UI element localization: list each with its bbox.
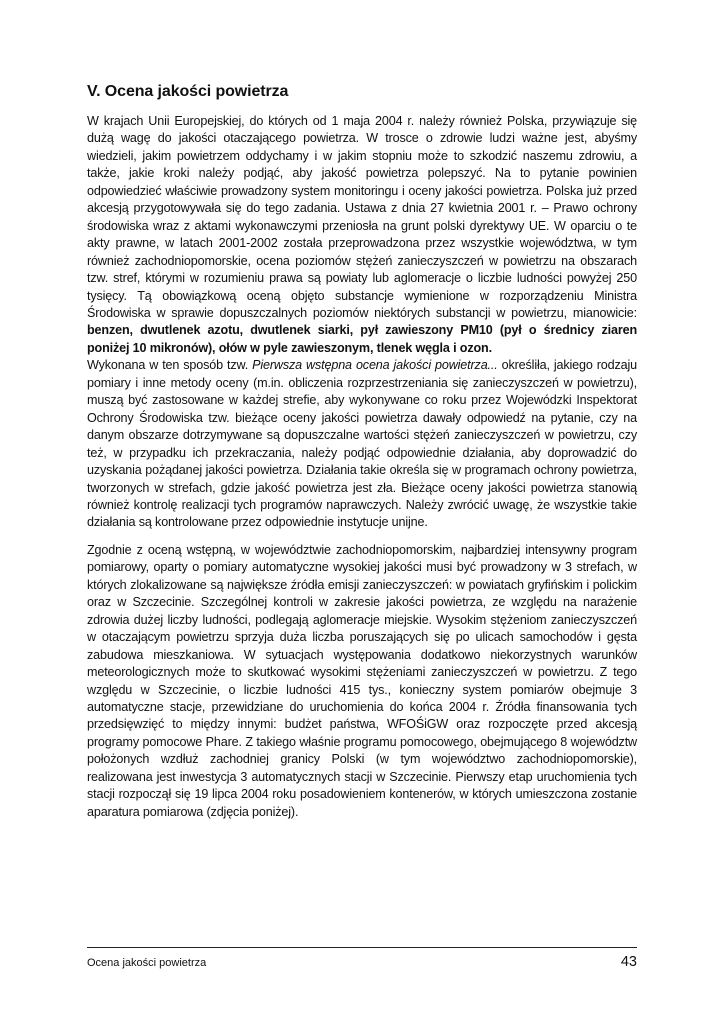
paragraph-intro-text: W krajach Unii Europejskiej, do których od 1 maja 2004 r. należy również Polska, przywiązuje się dużą wagę do jakości otaczającego powietrza. W trosce o zdrowie ludzi ważne jest, abyśmy wiedzieli, jakim powietrzem oddychamy i w jakim stopniu może to szkodzić naszemu zdrowiu, a także, jakie kroki należy podjąć, aby jakość powietrza polepszyć. Na to pytanie powinien odpowiedzieć właściwie prowadzony system monitoringu i oceny jakości powietrza. Polska już przed akcesją przygotowywała się do tego zadania. Ustawa z dnia 27 kwietnia 2001 r. – Prawo ochrony środowiska wraz z aktami wykonawczymi przeniosła na grunt polski dyrektywy UE. W oparciu o te akty prawne, w latach 2001-2002 została przeprowadzona przez wszystkie województwa, w tym również zachodniopomorskie, ocena poziomów stężeń zanieczyszczeń w powietrzu na obszarach tzw. stref, którymi w rozumieniu prawa są powiaty lub aglomeracje o liczbie ludności powyżej 250 tysięcy. Tą obowiązkową oceną objęto substancje wymienione w rozporządzeniu Ministra Środowiska w sprawie dopuszczalnych poziomów niektórych substancji w powietrzu, mianowicie:: [87, 114, 637, 320]
page-number: 43: [620, 954, 637, 970]
page-footer: [87, 947, 637, 970]
section-title: V. Ocena jakości powietrza: [87, 83, 289, 100]
paragraph-assessment-lead: Wykonana w ten sposób tzw.: [87, 358, 253, 373]
assessment-title: Pierwsza wstępna ocena jakości powietrza...: [252, 358, 498, 373]
paragraph-intro: [87, 113, 637, 357]
paragraph-assessment-text: określiła, jakiego rodzaju pomiary i inne metody oceny (m.in. obliczenia rozprzestrzeniania się zanieczyszczeń w powietrzu), muszą być zastosowane w każdej strefie, aby wykonywane co roku przez Wojewódzki Inspektorat Ochrony Środowiska tzw. bieżące oceny jakości powietrza dawały odpowiedź na pytanie, czy na danym obszarze dotrzymywane są dopuszczalne wartości stężeń zanieczyszczeń w powietrzu, czy też, w przypadku ich przekraczania, należy podjąć odpowiednie działania, aby doprowadzić do uzyskania pożądanej jakości powietrza. Działania takie określa się w programach ochrony powietrza, tworzonych w strefach, gdzie jakość powietrza jest zła. Bieżące oceny jakości powietrza stanowią również kontrolę realizacji tych programów naprawczych. Należy zwrócić uwagę, że wszystkie takie działania są kontrolowane przez odpowiednie instytucje unijne.: [87, 358, 637, 530]
page-body: [87, 82, 637, 821]
paragraph-assessment: [87, 357, 637, 532]
pollutant-list: benzen, dwutlenek azotu, dwutlenek siarki, pył zawieszony PM10 (pył o średnicy ziaren poniżej 10 mikronów), ołów w pyle zawieszonym, tlenek węgla i ozon.: [87, 323, 637, 355]
paragraph-measurements: Zgodnie z oceną wstępną, w województwie zachodniopomorskim, najbardziej intensywny program pomiarowy, oparty o pomiary automatyczne wysokiej jakości musi być prowadzony w 3 strefach, w których zlokalizowane są największe źródła emisji zanieczyszczeń: w powiatach gryfińskim i polickim oraz w Szczecinie. Szczególnej kontroli w zakresie jakości powietrza, ze względu na narażenie zdrowia dużej liczby ludności, podlegają aglomeracje miejskie. Wysokim stężeniom zanieczyszczeń w otaczającym powietrzu sprzyja duża liczba poruszających się po ulicach samochodów i gęsta zabudowa mieszkaniowa. W sytuacjach występowania dodatkowo niekorzystnych warunków meteorologicznych może to skutkować wysokimi stężeniami zanieczyszczeń w powietrzu. Z tego względu w Szczecinie, o liczbie ludności 415 tys., konieczny system pomiarów obejmuje 3 automatyczne stacje, przewidziane do uruchomienia do końca 2004 r. Źródła finansowania tych przedsięwzięć to między innymi: budżet państwa, WFOŚiGW oraz rozpoczęte przed akcesją programy pomocowe Phare. Z takiego właśnie programu pomocowego, obejmującego 8 województw położonych wzdłuż zachodniej granicy Polski (w tym województwo zachodniopomorskie), realizowana jest inwestycja 3 automatycznych stacji w Szczecinie. Pierwszy etap uruchomienia tych stacji rozpoczął się 19 lipca 2004 roku posadowieniem kontenerów, w których umieszczona zostanie aparatura pomiarowa (zdjęcia poniżej).: [87, 542, 637, 819]
footer-title: Ocena jakości powietrza: [87, 957, 207, 969]
